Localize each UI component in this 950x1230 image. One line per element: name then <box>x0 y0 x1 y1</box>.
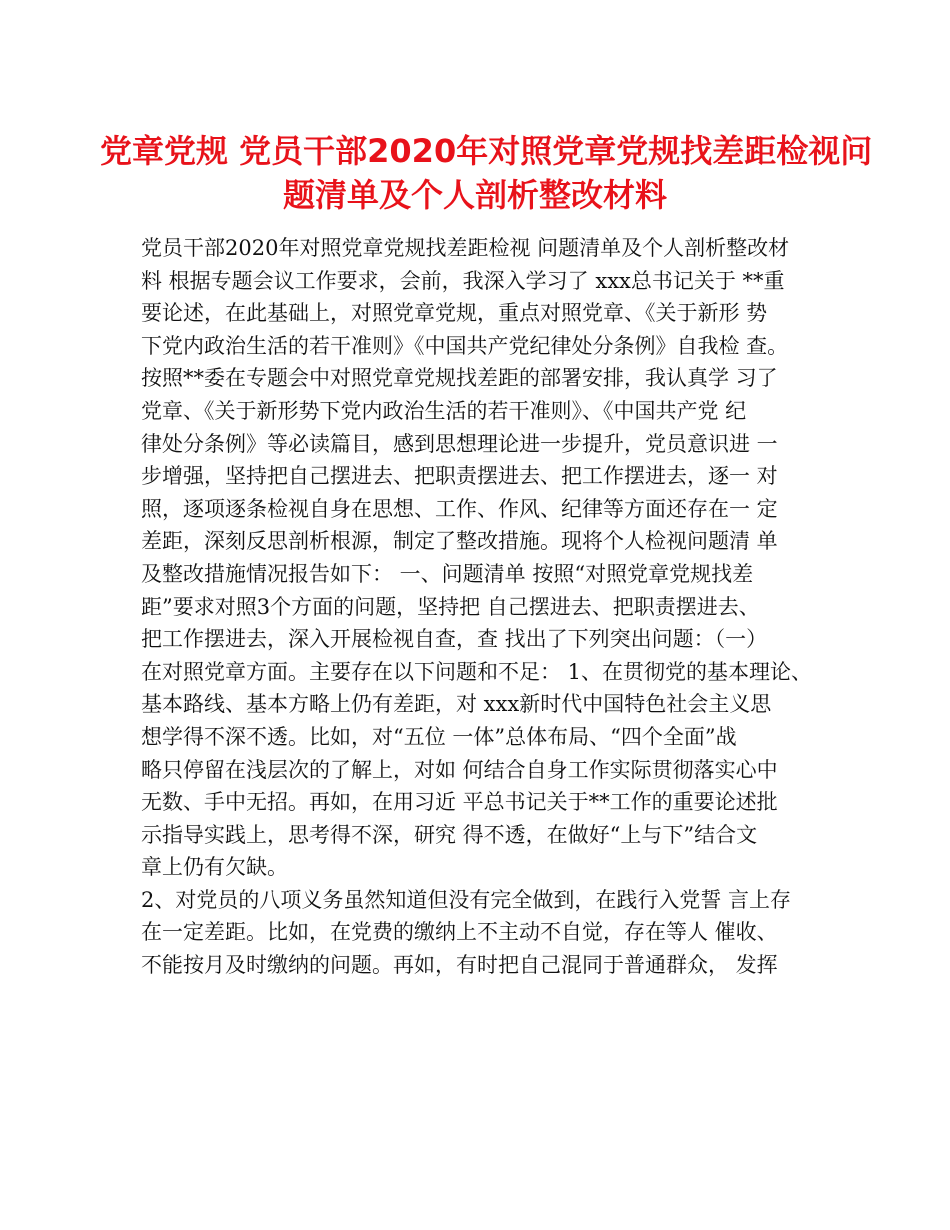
body-line: 基本路线、基本方略上仍有差距，对 xxx新时代中国特色社会主义思 <box>141 692 772 717</box>
document-body <box>141 232 821 982</box>
body-line: 略只停留在浅层次的了解上，对如 何结合自身工作实际贯彻落实心中 <box>141 757 778 782</box>
body-line: 在一定差距。比如，在党费的缴纳上不主动不自觉，存在等人 催收、 <box>141 920 778 945</box>
body-line: 要论述，在此基础上，对照党章党规，重点对照党章、《关于新形 势 <box>141 301 768 326</box>
body-line: 差距，深刻反思剖析根源，制定了整改措施。现将个人检视问题清 单 <box>141 529 778 554</box>
body-line: 照，逐项逐条检视自身在思想、工作、作风、纪律等方面还存在一 定 <box>141 496 778 521</box>
body-line: 在对照党章方面。主要存在以下问题和不足： 1、在贯彻党的基本理论、 <box>141 659 813 684</box>
body-line: 无数、手中无招。再如，在用习近 平总书记关于**工作的重要论述批 <box>141 790 778 815</box>
body-line: 律处分条例》等必读篇目，感到思想理论进一步提升，党员意识进 一 <box>141 431 778 456</box>
body-line: 党员干部2020年对照党章党规找差距检视 问题清单及个人剖析整改材 <box>141 236 790 260</box>
document-title-line-2: 题清单及个人剖析整改材料 <box>282 176 667 214</box>
body-line: 示指导实践上，思考得不深，研究 得不透，在做好“上与下”结合文 <box>141 822 758 847</box>
body-line: 料 根据专题会议工作要求，会前，我深入学习了 xxx总书记关于 **重 <box>141 268 785 293</box>
body-line: 及整改措施情况报告如下： 一、问题清单 按照“对照党章党规找差 <box>141 561 754 586</box>
body-line: 按照**委在专题会中对照党章党规找差距的部署安排，我认真学 习了 <box>141 366 778 391</box>
body-line: 把工作摆进去，深入开展检视自查，查 找出了下列突出问题：（一） <box>141 627 768 652</box>
body-line: 步增强，坚持把自己摆进去、把职责摆进去、把工作摆进去，逐一 对 <box>141 464 778 489</box>
body-line: 距”要求对照3个方面的问题，坚持把 自己摆进去、把职责摆进去、 <box>141 594 760 619</box>
body-line: 章上仍有欠缺。 <box>141 855 288 880</box>
body-line: 不能按月及时缴纳的问题。再如，有时把自己混同于普通群众， 发挥 <box>141 953 778 978</box>
body-line: 下党内政治生活的若干准则》《中国共产党纪律处分条例》自我检 查。 <box>141 333 789 358</box>
body-line: 党章、《关于新形势下党内政治生活的若干准则》、《中国共产党 纪 <box>141 398 747 423</box>
document-title-line-1: 党章党规 党员干部2020年对照党章党规找差距检视问 <box>100 132 873 170</box>
body-line: 2、对党员的八项义务虽然知道但没有完全做到，在践行入党誓 言上存 <box>141 887 792 912</box>
body-line: 想学得不深不透。比如，对“五位 一体”总体布局、“四个全面”战 <box>141 724 737 749</box>
